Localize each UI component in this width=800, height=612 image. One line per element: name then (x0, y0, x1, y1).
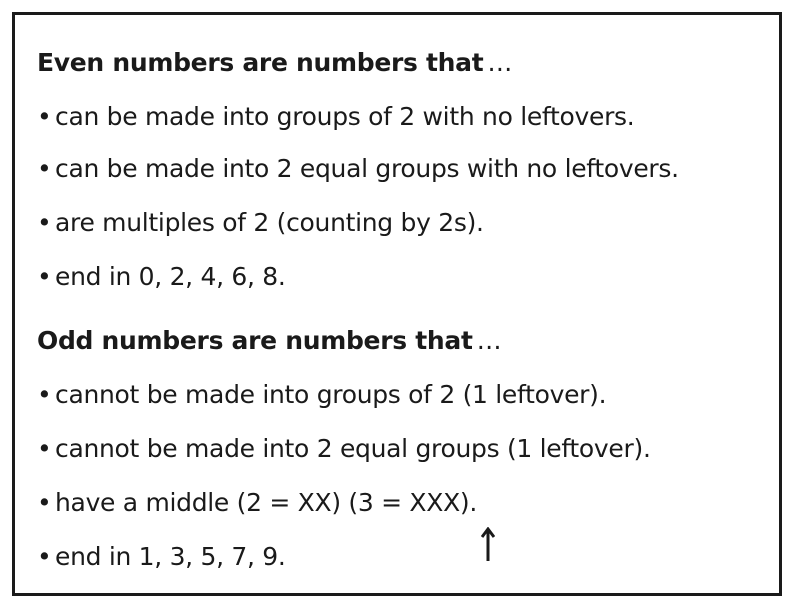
odd-heading-ellipsis: … (476, 326, 502, 355)
bullet: • (37, 434, 52, 463)
bullet: • (37, 380, 52, 409)
odd-item-1 (37, 379, 606, 411)
bullet: • (37, 488, 52, 517)
odd-heading-text: Odd numbers are numbers that (37, 326, 473, 355)
odd-item-text: cannot be made into groups of 2 (1 leftover). (55, 380, 607, 409)
odd-item-2 (37, 433, 651, 465)
even-item-text: can be made into groups of 2 with no leftovers. (55, 102, 635, 131)
bullet: • (37, 154, 52, 183)
bullet: • (37, 262, 52, 291)
bullet: • (37, 542, 52, 571)
odd-item-text: have a middle (2 = XX) (3 = XXX). (55, 488, 477, 517)
up-arrow-icon (481, 527, 495, 561)
odd-item-3 (37, 487, 477, 519)
even-item-text: end in 0, 2, 4, 6, 8. (55, 262, 286, 291)
odd-item-4 (37, 541, 286, 573)
even-item-2 (37, 153, 679, 185)
odd-heading (37, 325, 501, 357)
even-item-4 (37, 261, 286, 293)
odd-item-text: cannot be made into 2 equal groups (1 leftover). (55, 434, 651, 463)
odd-item-text: end in 1, 3, 5, 7, 9. (55, 542, 286, 571)
even-item-1 (37, 101, 634, 133)
bullet: • (37, 208, 52, 237)
even-heading-ellipsis: … (487, 48, 513, 77)
bullet: • (37, 102, 52, 131)
even-heading-text: Even numbers are numbers that (37, 48, 484, 77)
even-item-3 (37, 207, 484, 239)
even-item-text: can be made into 2 equal groups with no leftovers. (55, 154, 679, 183)
even-item-text: are multiples of 2 (counting by 2s). (55, 208, 484, 237)
definition-card (12, 12, 782, 596)
even-heading (37, 47, 512, 79)
